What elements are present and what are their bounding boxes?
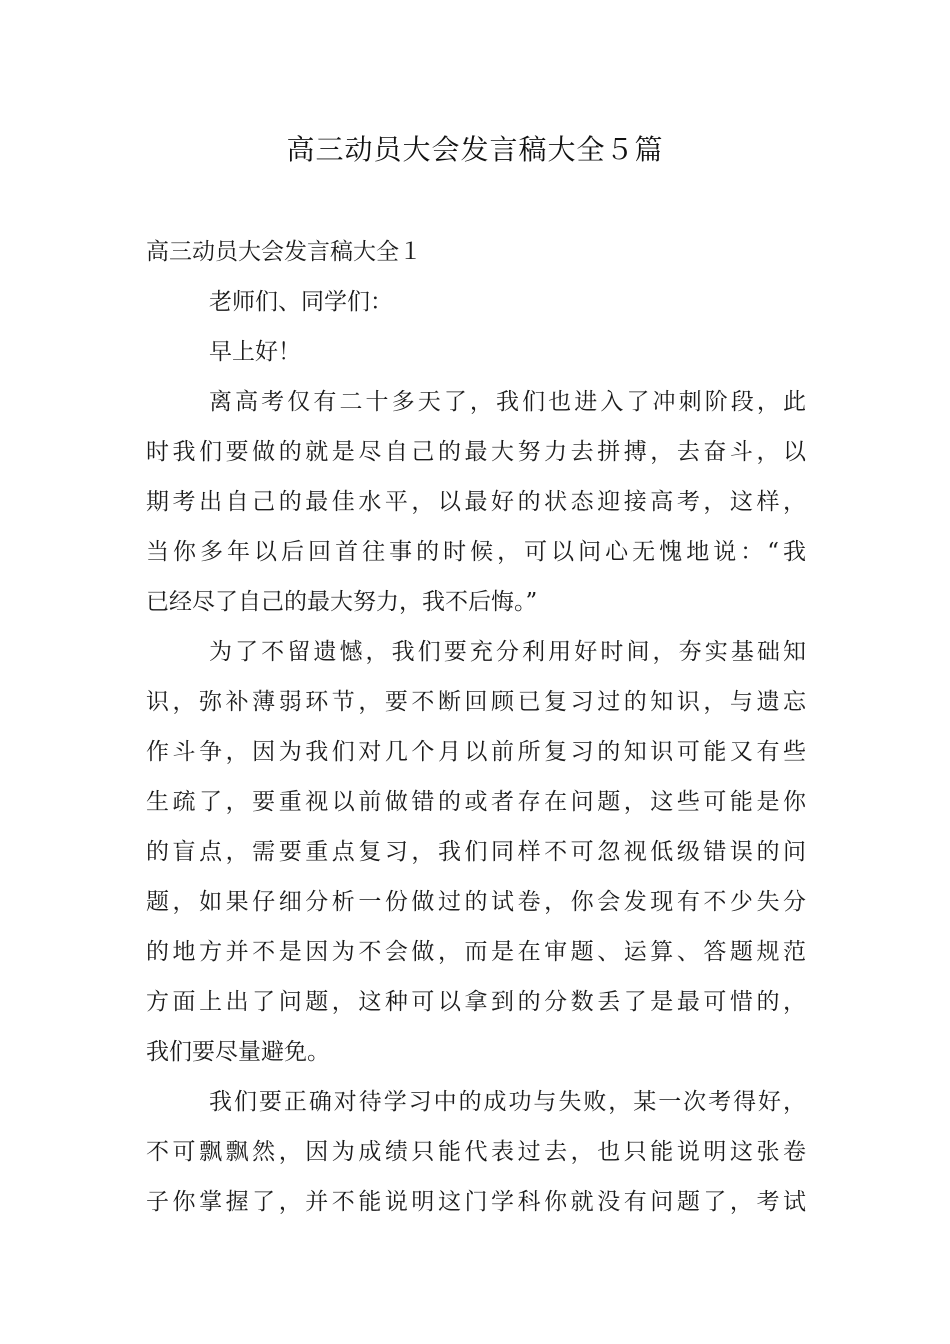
paragraph-line: 时我们要做的就是尽自己的最大努力去拼搏，去奋斗，以 [146, 439, 806, 465]
greeting: 早上好！ [209, 339, 301, 365]
paragraph-line: 子你掌握了，并不能说明这门学科你就没有问题了，考试 [146, 1189, 806, 1215]
paragraph-line: 作斗争，因为我们对几个月以前所复习的知识可能又有些 [146, 739, 806, 765]
paragraph-1 [146, 377, 806, 627]
paragraph-line: 的盲点，需要重点复习，我们同样不可忽视低级错误的问 [146, 839, 806, 865]
paragraph-line: 题，如果仔细分析一份做过的试卷，你会发现有不少失分 [146, 889, 806, 915]
paragraph-line: 方面上出了问题，这种可以拿到的分数丢了是最可惜的， [146, 989, 806, 1015]
paragraph-2 [146, 627, 806, 1077]
paragraph-line: 我们要正确对待学习中的成功与失败，某一次考得好， [209, 1089, 806, 1115]
paragraph-line: 的地方并不是因为不会做，而是在审题、运算、答题规范 [146, 939, 806, 965]
document-title: 高三动员大会发言稿大全５篇 [286, 133, 664, 166]
paragraph-line: 识，弥补薄弱环节，要不断回顾已复习过的知识，与遗忘 [146, 689, 806, 715]
document-body [146, 227, 806, 1227]
paragraph-line: 为了不留遗憾，我们要充分利用好时间，夯实基础知 [209, 639, 806, 665]
salutation: 老师们、同学们： [209, 289, 393, 315]
paragraph-line: 我们要尽量避免。 [146, 1039, 330, 1065]
paragraph-line: 期考出自己的最佳水平，以最好的状态迎接高考，这样， [146, 489, 806, 515]
paragraph-line: 离高考仅有二十多天了，我们也进入了冲刺阶段，此 [209, 389, 806, 415]
section-heading: 高三动员大会发言稿大全１ [146, 239, 422, 265]
paragraph-line: 不可飘飘然，因为成绩只能代表过去，也只能说明这张卷 [146, 1139, 806, 1165]
paragraph-line: 当你多年以后回首往事的时候，可以问心无愧地说：“我 [146, 539, 806, 565]
paragraph-line: 生疏了，要重视以前做错的或者存在问题，这些可能是你 [146, 789, 806, 815]
paragraph-3 [146, 1077, 806, 1227]
paragraph-line: 已经尽了自己的最大努力，我不后悔。” [146, 589, 538, 615]
